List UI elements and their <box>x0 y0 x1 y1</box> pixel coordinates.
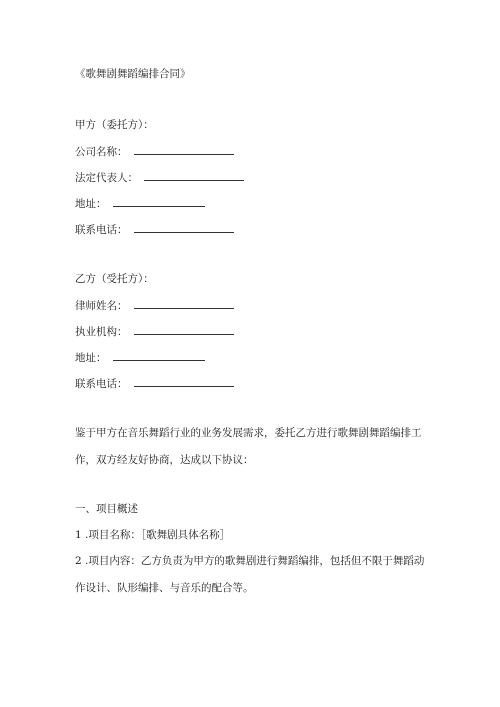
document-title: 《歌舞剧舞蹈编排合同》 <box>75 68 191 80</box>
field-label: 联系电话： <box>75 224 128 236</box>
blank-line <box>113 196 205 207</box>
blank-line <box>144 170 244 181</box>
blank-line <box>134 324 234 335</box>
preamble-line-1: 鉴于甲方在音乐舞蹈行业的业务发展需求，委托乙方进行歌舞剧舞蹈编排工 <box>75 427 422 439</box>
party-a-heading: 甲方（委托方）： <box>75 119 154 131</box>
blank-line <box>134 376 234 387</box>
blank-line <box>113 350 205 361</box>
field-label: 地址： <box>75 352 107 364</box>
item-2-line-1: 2 .项目内容：乙方负责为甲方的歌舞剧进行舞蹈编排，包括但不限于舞蹈动 <box>75 555 425 567</box>
party-a-company-name-row <box>75 144 234 159</box>
preamble-paragraph <box>75 426 445 467</box>
section-1-item-2 <box>75 554 445 595</box>
field-label: 执业机构： <box>75 326 128 338</box>
party-b-address-row <box>75 350 205 365</box>
section-1-item-1: 1 .项目名称：［歌舞剧具体名称］ <box>75 529 231 541</box>
party-a-legal-rep-row <box>75 170 244 185</box>
blank-line <box>134 298 234 309</box>
party-b-institution-row <box>75 324 234 339</box>
field-label: 联系电话： <box>75 378 128 390</box>
preamble-line-2: 作，双方经友好协商，达成以下协议： <box>75 454 254 466</box>
party-b-lawyer-name-row <box>75 298 234 313</box>
blank-line <box>134 144 234 155</box>
field-label: 律师姓名： <box>75 300 128 312</box>
party-b-phone-row <box>75 376 234 391</box>
party-a-phone-row <box>75 222 234 237</box>
field-label: 地址： <box>75 198 107 210</box>
section-1-heading: 一、项目概述 <box>75 503 138 515</box>
field-label: 公司名称： <box>75 146 128 158</box>
field-label: 法定代表人： <box>75 172 138 184</box>
party-a-address-row <box>75 196 205 211</box>
blank-line <box>134 222 234 233</box>
item-2-line-2: 作设计、队形编排、与音乐的配合等。 <box>75 582 254 594</box>
party-b-heading: 乙方（受托方）： <box>75 273 154 285</box>
